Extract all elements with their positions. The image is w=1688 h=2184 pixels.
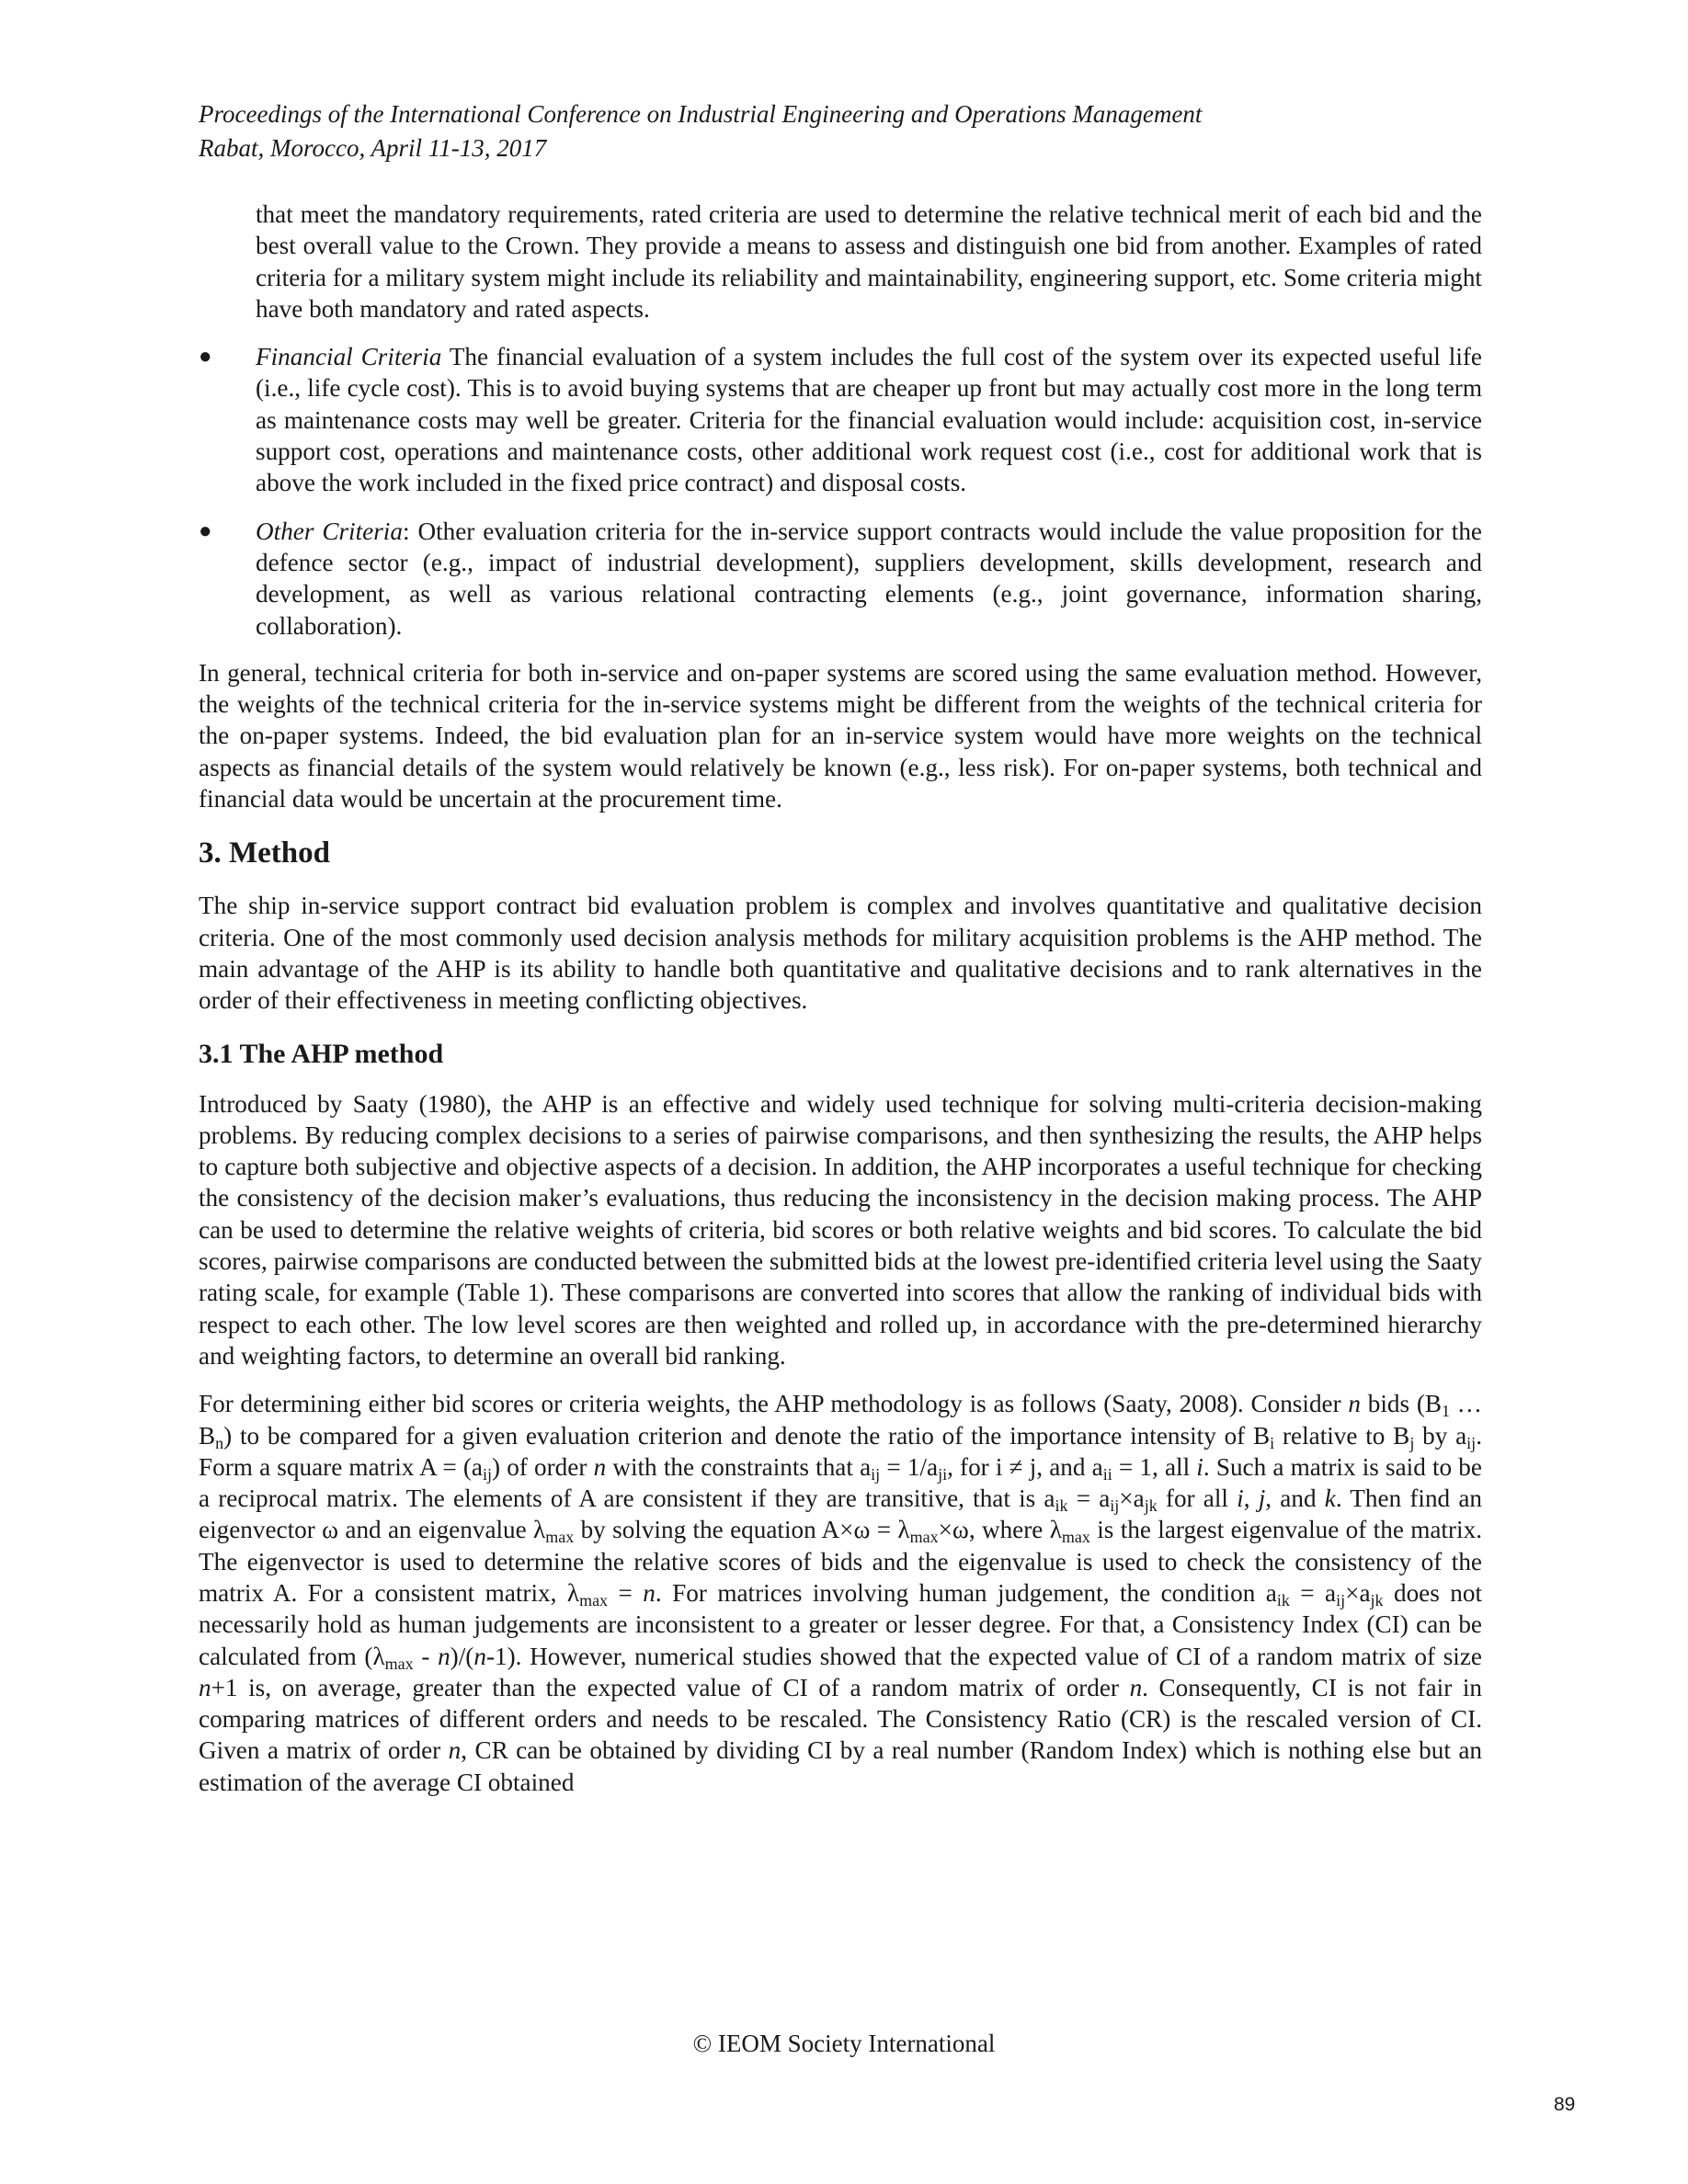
paragraph-ahp-method: For determining either bid scores or criteria weights, the AHP methodology is as follows (Saaty, 2008). Consider n bids ($B_1$ … $B_n$) to be compared for a given evaluation criterion and denote the ratio of the importance intensity of $B_i$ relative to $B_j$ by $a_{ij}$. Form a square matrix $A = (a_{ij})$ of order n with the constraints that $a_{ij} = 1/a_{ji}$, for i ≠ j, and $a_{ii} = 1$, all i. Such a matrix is said to be a reciprocal matrix. The elements of A are consistent if they are transitive, that is $a_{ik} = a_{ij}\times a_{jk}$ for all i, j, and k. Then find an eigenvector ω and an eigenvalue $\lambda_{max}$ by solving the equation $A\times\omega = \lambda_{max}\times\omega$, where $\lambda_{max}$ is the largest eigenvalue of the matrix. The eigenvector is used to determine the relative scores of bids and the eigenvalue is used to check the consistency of the matrix A. For a consistent matrix, $\lambda_{max} = n$. For matrices involving human judgement, the condition $a_{ik} = a_{ij}\times a_{jk}$ does not necessarily hold as human judgements are inconsistent to a greater or lesser degree. For that, a Consistency Index (CI) can be calculated from $(\lambda_{max} - n)/(n-1)$. However, numerical studies showed that the expected value of CI of a random matrix of size n+1 is, on average, greater than the expected value of CI of a random matrix of order n. Consequently, CI is not fair in comparing matrices of different orders and needs to be rescaled. The Consistency Ratio (CR) is the rescaled version of CI. Given a matrix of order n, CR can be obtained by dividing CI by a real number (Random Index) which is nothing else but an estimation of the average CI obtained xyxy=(199,1390,1483,1796)
rated-criteria-continuation: that meet the mandatory requirements, rated criteria are used to determine the relative technical merit of each bid and the best overall value to the Crown. They provide a means to assess and distinguish one bid from another. Examples of rated criteria for a military system might include its reliability and maintainability, engineering support, etc. Some criteria might have both mandatory and rated aspects. xyxy=(256,200,1482,323)
body-text xyxy=(199,199,1482,1798)
header-location: Rabat, Morocco, April 11-13, 2017 xyxy=(199,134,547,162)
bullet-body: Other evaluation criteria for the in-service support contracts would include the value proposition for the defence sector (e.g., impact of industrial development), suppliers development, skills development, research and development, as well as various relational contracting elements (e.g., joint governance, information sharing, collaboration). xyxy=(256,517,1482,640)
footer-copyright: © IEOM Society International xyxy=(692,2030,996,2057)
header-conference: Proceedings of the International Conference on Industrial Engineering and Operations Management xyxy=(199,100,1203,128)
paragraph-general: In general, technical criteria for both in-service and on-paper systems are scored using the same evaluation method. However, the weights of the technical criteria for the in-service systems might be different from the weights of the technical criteria for the on-paper systems. Indeed, the bid evaluation plan for an in-service system would have more weights on the technical aspects as financial details of the system would relatively be known (e.g., less risk). For on-paper systems, both technical and financial data would be uncertain at the procurement time. xyxy=(199,658,1482,813)
bullet-body: The financial evaluation of a system includes the full cost of the system over its expected useful life (i.e., life cycle cost). This is to avoid buying systems that are cheaper up front but may actually cost more in the long term as maintenance costs may well be greater. Criteria for the financial evaluation would include: acquisition cost, in-service support cost, operations and maintenance costs, other additional work request cost (i.e., cost for additional work that is above the work included in the fixed price contract) and disposal costs. xyxy=(256,343,1483,497)
bullet-text xyxy=(256,341,1482,498)
bullet-other-criteria xyxy=(199,516,1482,642)
bullet-financial-criteria xyxy=(199,341,1482,498)
page-number: 89 xyxy=(1554,2094,1576,2115)
bullet-sep: : xyxy=(402,517,410,545)
bullet-dot-icon: ● xyxy=(199,518,212,543)
bullet-term: Other Criteria xyxy=(256,517,403,545)
subsection-heading-ahp: 3.1 The AHP method xyxy=(199,1038,444,1069)
paragraph-method: The ship in-service support contract bid evaluation problem is complex and involves quantitative and qualitative decision criteria. One of the most commonly used decision analysis methods for military acquisition problems is the AHP method. The main advantage of the AHP is its ability to handle both quantitative and qualitative decisions and to rank alternatives in the order of their effectiveness in meeting conflicting objectives. xyxy=(199,892,1482,1015)
bullet-dot-icon: ● xyxy=(199,345,212,370)
bullet-term: Financial Criteria xyxy=(256,343,442,371)
running-header xyxy=(199,97,1523,165)
bullet-text xyxy=(256,516,1482,642)
paragraph-ahp-intro: Introduced by Saaty (1980), the AHP is an effective and widely used technique for solving multi-criteria decision-making problems. By reducing complex decisions to a series of pairwise comparisons, and then synthesizing the results, the AHP helps to capture both subjective and objective aspects of a decision. In addition, the AHP incorporates a useful technique for checking the consistency of the decision maker’s evaluations, thus reducing the inconsistency in the decision making process. The AHP can be used to determine the relative weights of criteria, bid scores or both relative weights and bid scores. To calculate the bid scores, pairwise comparisons are conducted between the submitted bids at the lowest pre-identified criteria level using the Saaty rating scale, for example (Table 1). These comparisons are converted into scores that allow the ranking of individual bids with respect to each other. The low level scores are then weighted and rolled up, in accordance with the pre-determined hierarchy and weighting factors, to determine an overall bid ranking. xyxy=(199,1089,1482,1370)
section-heading-method: 3. Method xyxy=(199,836,330,870)
